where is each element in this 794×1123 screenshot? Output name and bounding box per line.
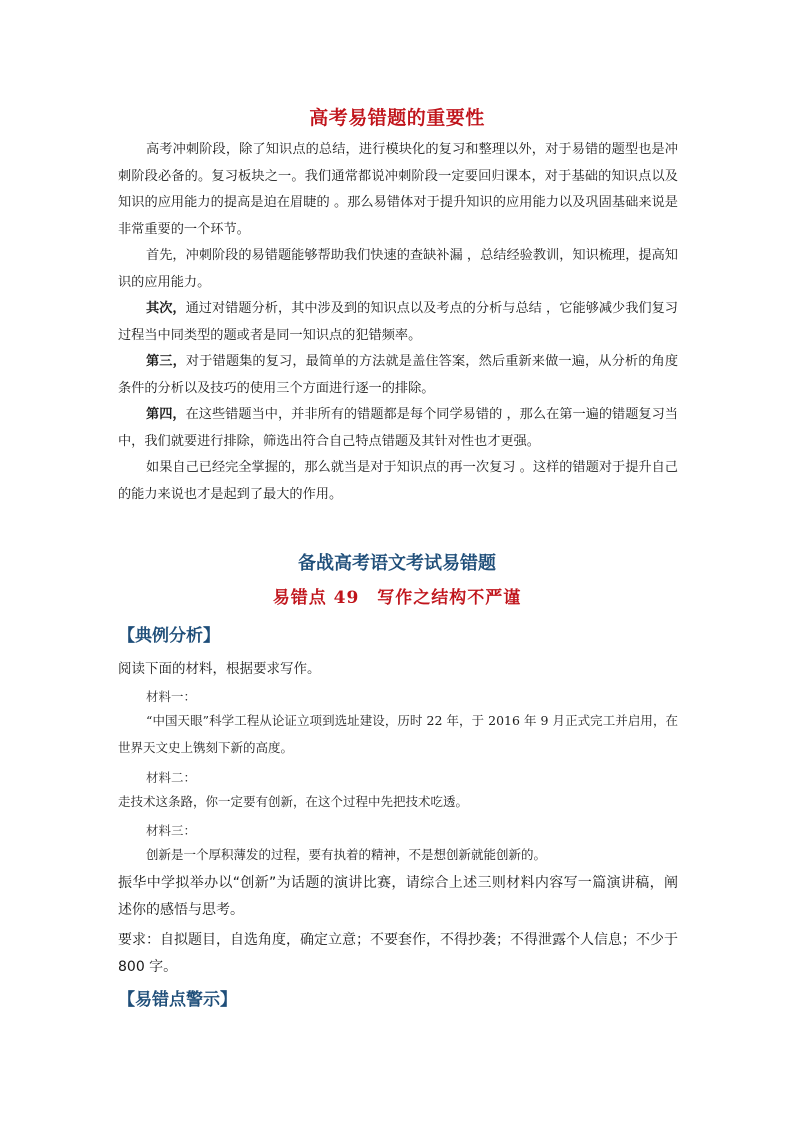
paragraph-lead: 其次，: [146, 301, 186, 316]
intro-paragraph-2: 首先，冲刺阶段的易错题能够帮助我们快速的查缺补漏 ，总结经验教训，知识梳理，提高知识的应用能力。: [118, 248, 678, 290]
main-title: 备战高考语文考试易错题: [298, 553, 496, 574]
paragraph-body: 对于错题集的复习，最简单的方法就是盖住答案，然后重新来做一遍，从分析的角度条件的分析以及技巧的使用三个方面进行逐一的排除。: [118, 354, 679, 396]
intro-paragraph-6: 如果自己已经完全掌握的，那么就当是对于知识点的再一次复习 。这样的错题对于提升自己的能力来说也才是起到了最大的作用。: [118, 460, 678, 502]
material-3-text: 创新是一个厚积薄发的过程，要有执着的精神，不是想创新就能创新的。: [146, 847, 547, 862]
material-2-text: 走技术这条路，你一定要有创新，在这个过程中先把技术吃透。: [118, 794, 469, 809]
section-heading-example: 【典例分析】: [118, 626, 220, 646]
intro-paragraph-5: [118, 402, 678, 455]
material-1-label: 材料一：: [146, 689, 197, 704]
paragraph-lead: 第三，: [146, 354, 186, 369]
intro-paragraph-3: [118, 296, 678, 349]
writing-task: 振华中学拟举办以“创新”为话题的演讲比赛，请综合上述三则材料内容写一篇演讲稿，阐述你的感悟与思考。: [118, 875, 678, 918]
writing-requirement: 要求：自拟题目，自选角度，确定立意；不要套作，不得抄袭；不得泄露个人信息；不少于 800 字。: [118, 932, 678, 975]
material-3-label: 材料三：: [146, 823, 197, 838]
intro-paragraph-1: 高考冲刺阶段，除了知识点的总结，进行模块化的复习和整理以外，对于易错的题型也是冲刺阶段必备的。复习板块之一。我们通常都说冲刺阶段一定要回归课本，对于基础的知识点以及知识的应用能力的提高是迫在眉睫的 。那么易错体对于提升知识的应用能力以及巩固基础来说是非常重要的一个环节。: [118, 142, 678, 237]
intro-paragraph-4: [118, 349, 678, 402]
material-1-text: “中国天眼”科学工程从论证立项到选址建设，历时 22 年，于 2016 年 9 月正式完工并启用，在世界天文史上镌刻下新的高度。: [118, 713, 678, 755]
paragraph-body: 通过对错题分析，其中涉及到的知识点以及考点的分析与总结 ，它能够减少我们复习过程当中同类型的题或者是同一知识点的犯错频率。: [118, 301, 678, 343]
paragraph-body: 在这些错题当中，并非所有的错题都是每个同学易错的 ，那么在第一遍的错题复习当中，我们就要进行排除，筛选出符合自己特点错题及其针对性也才更强。: [118, 407, 678, 449]
error-point-subtitle: 易错点 49 写作之结构不严谨: [272, 588, 522, 608]
section-heading-warning: 【易错点警示】: [118, 990, 237, 1010]
intro-title: 高考易错题的重要性: [309, 107, 485, 129]
paragraph-lead: 第四，: [146, 407, 186, 422]
instruction: 阅读下面的材料，根据要求写作。: [118, 661, 321, 677]
material-2-label: 材料二：: [146, 770, 197, 785]
